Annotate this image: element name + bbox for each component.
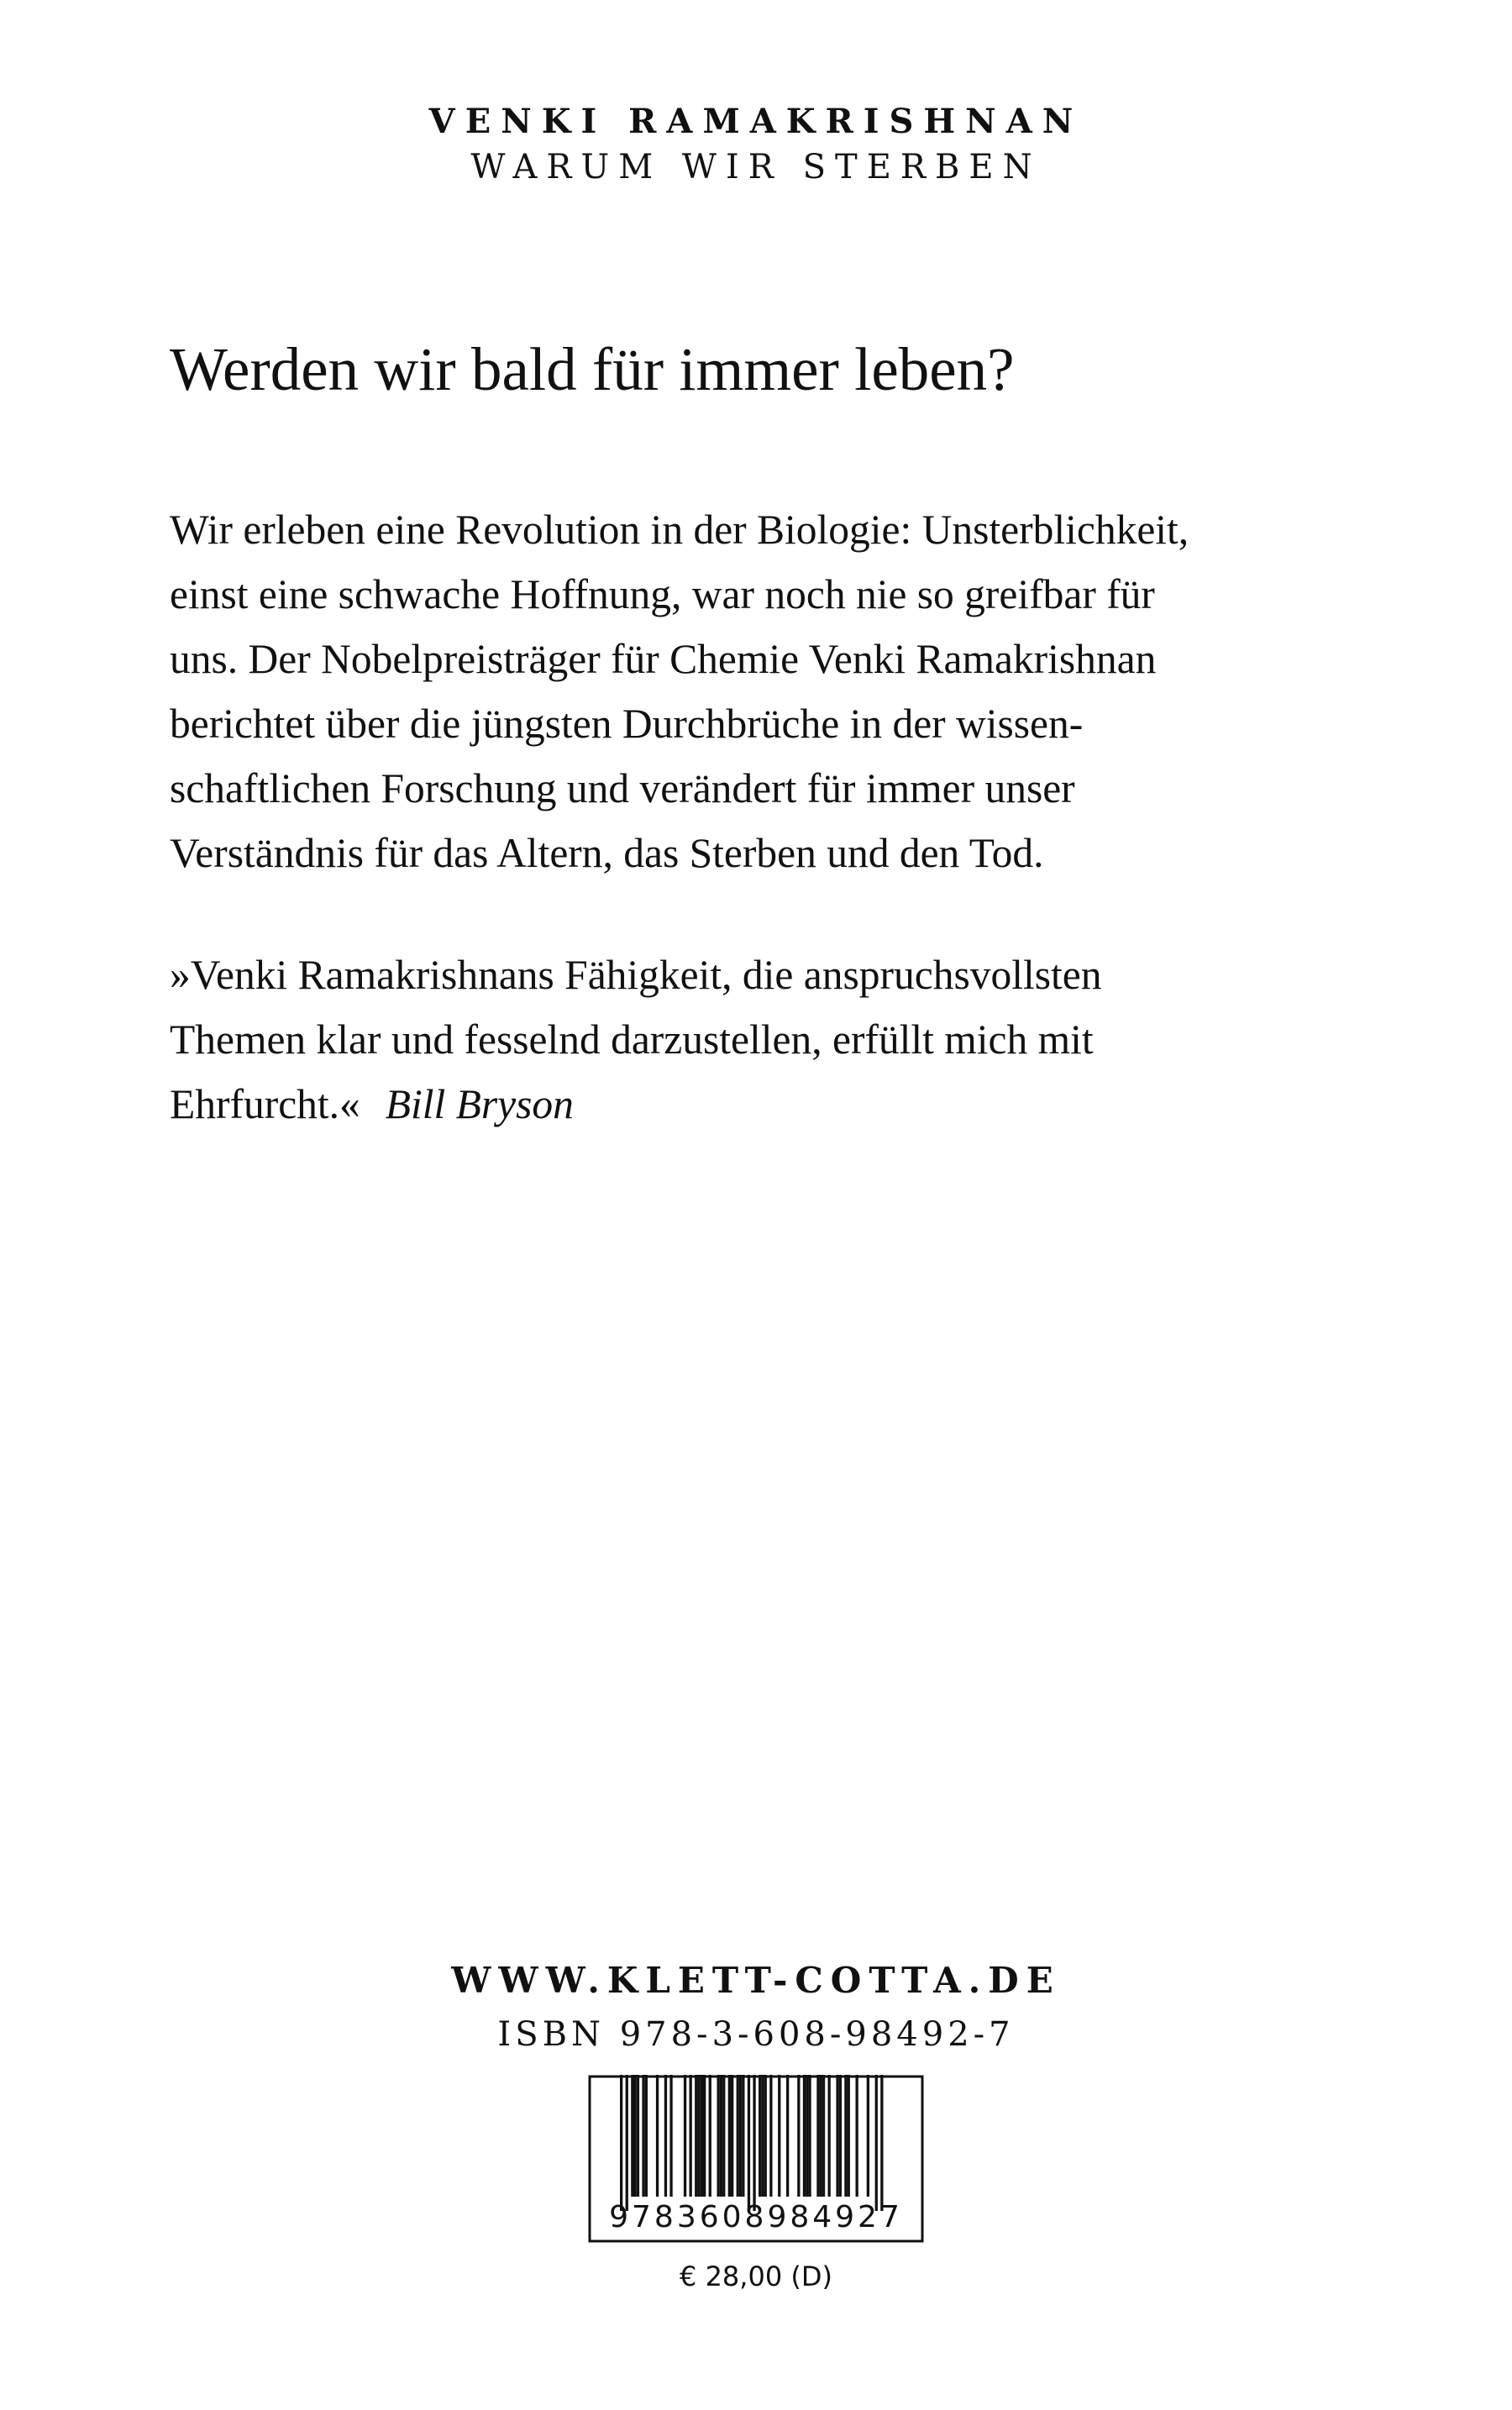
barcode-bar (764, 2075, 767, 2197)
cover-header (0, 99, 1512, 190)
barcode-bar (695, 2075, 697, 2197)
barcode-bar (690, 2075, 692, 2197)
quote-line-last (170, 1072, 1362, 1137)
barcode-bar (848, 2075, 850, 2197)
barcode-bar (769, 2075, 772, 2197)
description-line: schaftlichen Forschung und verändert für immer unser (170, 765, 1075, 811)
description-line: Wir erleben eine Revolution in der Biologie: Unsterblichkeit, (170, 507, 1189, 553)
barcode-guard-bar (748, 2075, 750, 2211)
book-title: WARUM WIR STERBEN (470, 148, 1042, 186)
barcode-guard-bar (620, 2075, 622, 2211)
quote-text: Ehrfurcht.« (170, 1081, 360, 1127)
barcode-bar (786, 2075, 789, 2197)
barcode-bar (839, 2075, 842, 2197)
description-line: Verständnis für das Altern, das Sterben und den Tod. (170, 830, 1044, 876)
barcode-bar (645, 2075, 648, 2197)
book-description (170, 497, 1362, 885)
barcode-bar (669, 2075, 672, 2197)
barcode-bar (739, 2075, 742, 2197)
quote-line: »Venki Ramakrishnans Fähigkeit, die anspruchsvollsten (170, 952, 1102, 998)
barcode-bar (637, 2075, 639, 2197)
barcode-bar (717, 2075, 720, 2197)
barcode-guard-bar (880, 2075, 883, 2211)
barcode-bar (778, 2075, 780, 2197)
barcode-guard-bar (626, 2075, 628, 2211)
author-name: VENKI RAMAKRISHNAN (428, 102, 1084, 141)
barcode-bar (822, 2075, 825, 2197)
barcode-bar (664, 2075, 667, 2197)
barcode-guard-bar (753, 2075, 755, 2211)
description-line: einst eine schwache Hoffnung, war noch nie so greifbar für (170, 571, 1155, 617)
barcode-bar (742, 2075, 744, 2197)
isbn-number: ISBN 978-3-608-98492-7 (497, 2015, 1015, 2054)
description-line: berichtet über die jüngsten Durchbrüche in der wissen- (170, 701, 1084, 747)
barcode-bar (720, 2075, 722, 2197)
barcode-bar (656, 2075, 659, 2197)
description-line: uns. Der Nobelpreisträger für Chemie Venki Ramakrishnan (170, 636, 1157, 682)
barcode-bar (808, 2075, 811, 2197)
barcode-bar (806, 2075, 808, 2197)
barcode-bar (703, 2075, 706, 2197)
barcode-bar (803, 2075, 806, 2197)
barcode-bar (856, 2075, 858, 2197)
barcode-bar (634, 2075, 637, 2197)
barcode-bar (759, 2075, 761, 2197)
barcode-bar (728, 2075, 731, 2197)
barcode-bar (684, 2075, 686, 2197)
barcode-bar (737, 2075, 739, 2197)
barcode-bar (836, 2075, 838, 2197)
barcode-bar (844, 2075, 847, 2197)
barcode (588, 2075, 924, 2243)
barcode-guard-bar (875, 2075, 878, 2211)
barcode-bar (631, 2075, 633, 2197)
quote-line: Themen klar und fesselnd darzustellen, erfüllt mich mit (170, 1016, 1094, 1063)
barcode-bar (867, 2075, 869, 2197)
barcode-bar (761, 2075, 764, 2197)
barcode-bar (820, 2075, 822, 2197)
barcode-bar (709, 2075, 711, 2197)
barcode-bar (722, 2075, 725, 2197)
price: € 28,00 (D) (680, 2260, 832, 2292)
barcode-bar (797, 2075, 800, 2197)
quote-attribution: Bill Bryson (385, 1081, 574, 1127)
barcode-bar (816, 2075, 819, 2197)
headline: Werden wir bald für immer leben? (170, 335, 1015, 403)
barcode-digits: 9783608984927 (609, 2200, 903, 2234)
barcode-bar (697, 2075, 700, 2197)
barcode-bar (701, 2075, 703, 2197)
barcode-bar (731, 2075, 733, 2197)
barcode-bar (642, 2075, 644, 2197)
barcode-bar (828, 2075, 831, 2197)
review-quote (170, 942, 1362, 1137)
publisher-website[interactable]: WWW.KLETT-COTTA.DE (451, 1960, 1061, 2001)
